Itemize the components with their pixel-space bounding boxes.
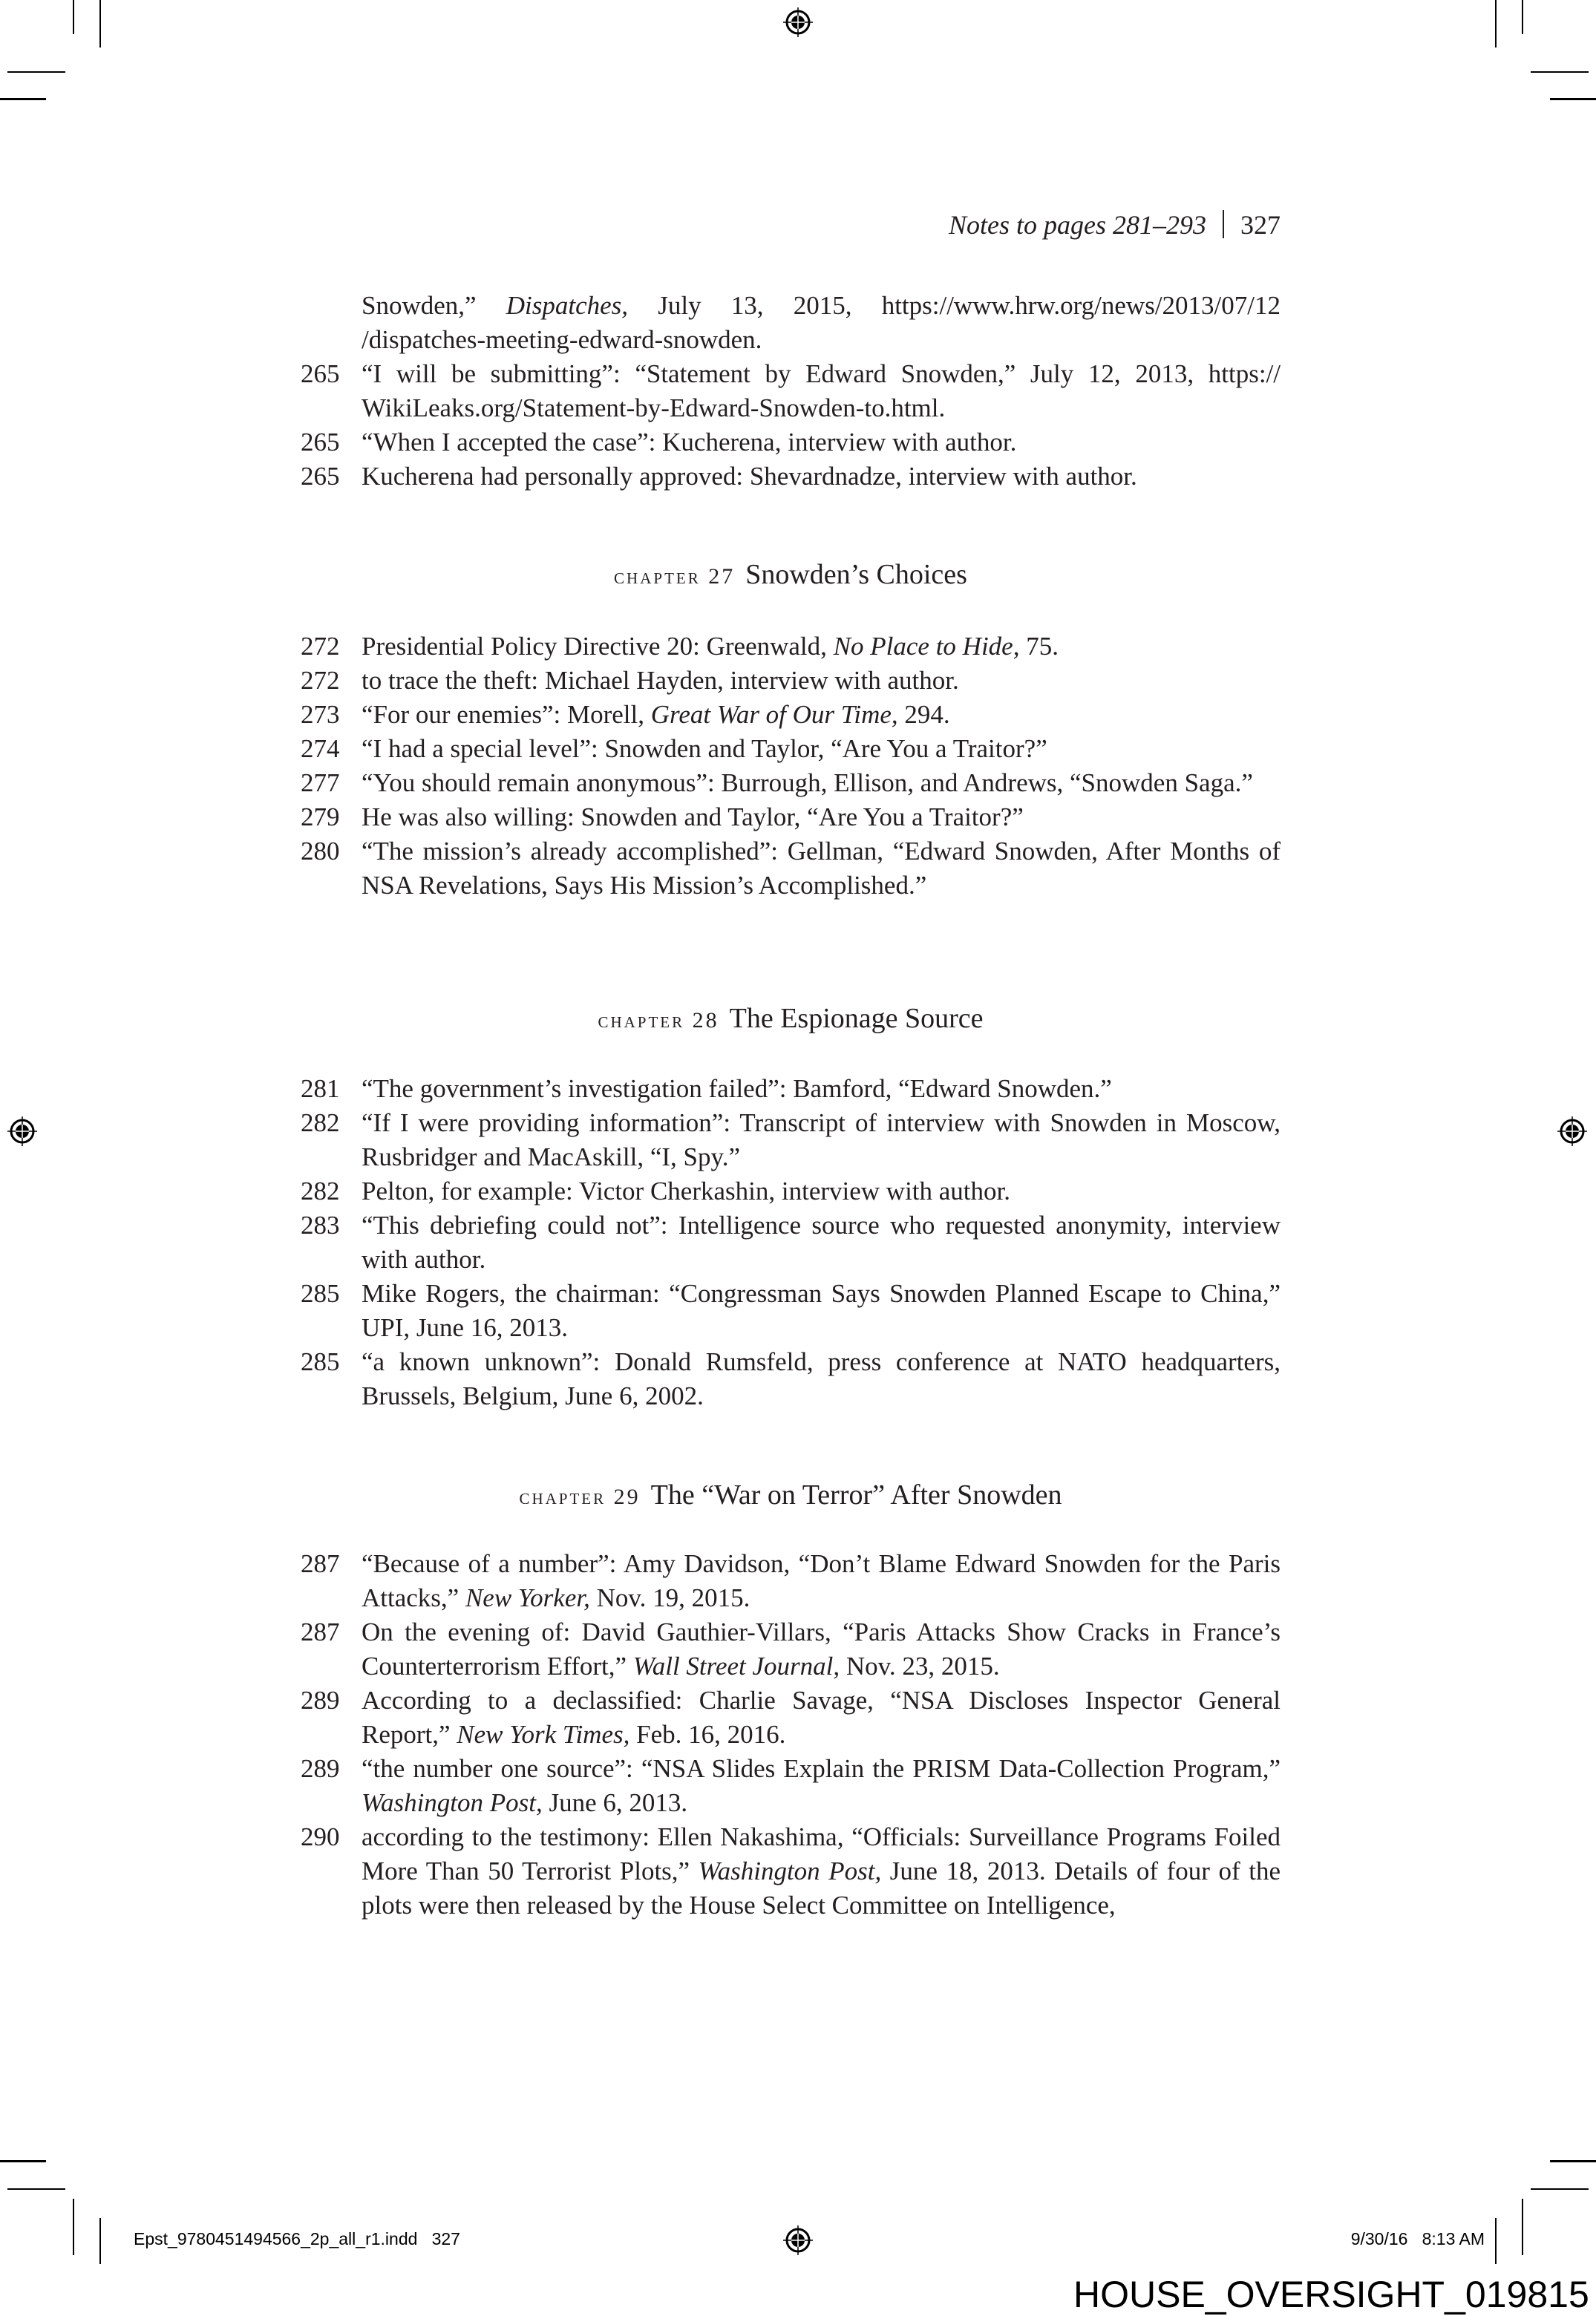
registration-mark-icon — [783, 2225, 813, 2255]
note-text: Feb. 16, 2016. — [629, 1720, 786, 1749]
crop-mark — [1495, 2218, 1497, 2264]
note-entry — [301, 1547, 1281, 1615]
note-entry — [301, 732, 1281, 766]
note-entry — [301, 800, 1281, 834]
note-entry — [301, 289, 1281, 357]
note-text: Snowden,” — [362, 291, 506, 320]
note-entry — [301, 1820, 1281, 1923]
note-page-number: 282 — [301, 1108, 340, 1137]
crop-mark — [1522, 0, 1523, 34]
note-title-italic: New York Times, — [457, 1720, 630, 1749]
note-page-number: 287 — [301, 1617, 340, 1646]
crop-mark — [1531, 71, 1589, 73]
note-text: On the evening of: David Gauthier-Villars, “Paris Attacks Show Cracks in France’s Counterterrorism Effort,” — [362, 1617, 1281, 1681]
chapter-label: chapter 28 — [598, 1008, 719, 1033]
note-text: “If I were providing information”: Transcript of interview with Snowden in Moscow, Rusbridger and MacAskill, “I, Spy.” — [362, 1108, 1281, 1171]
note-page-number: 281 — [301, 1074, 340, 1103]
header-divider — [1223, 210, 1224, 238]
note-title-italic: Dispatches, — [506, 291, 629, 320]
note-title-italic: No Place to Hide, — [833, 632, 1020, 661]
chapter-heading — [301, 1002, 1281, 1035]
crop-mark — [1522, 2199, 1523, 2255]
note-text: to trace the theft: Michael Hayden, interview with author. — [362, 666, 959, 695]
note-entry — [301, 425, 1281, 459]
note-page-number: 285 — [301, 1279, 340, 1308]
note-entry — [301, 1072, 1281, 1106]
note-text: “The mission’s already accomplished”: Gellman, “Edward Snowden, After Months of NSA Revelations, Says His Mission’s Accomplished.” — [362, 837, 1281, 900]
note-text: Kucherena had personally approved: Shevardnadze, interview with author. — [362, 462, 1137, 491]
running-title: Notes to pages 281–293 — [949, 210, 1206, 240]
note-entry — [301, 698, 1281, 732]
note-page-number: 272 — [301, 632, 340, 661]
registration-mark-icon — [1557, 1116, 1587, 1146]
note-page-number: 265 — [301, 428, 340, 457]
note-text: June 6, 2013. — [542, 1788, 688, 1817]
registration-mark-icon — [783, 7, 813, 37]
note-page-number: 285 — [301, 1347, 340, 1376]
note-text: “I had a special level”: Snowden and Taylor, “Are You a Traitor?” — [362, 734, 1047, 763]
note-text: “a known unknown”: Donald Rumsfeld, press conference at NATO headquarters, Brussels, Belgium, June 6, 2002. — [362, 1347, 1281, 1410]
note-text: He was also willing: Snowden and Taylor, “Are You a Traitor?” — [362, 802, 1024, 831]
note-text: June 18, 2013. Details of four of the plots were then released by the House Select Committee on Intelligence, — [362, 1857, 1281, 1920]
note-text: Nov. 23, 2015. — [840, 1652, 1000, 1681]
crop-mark — [7, 2188, 65, 2190]
crop-mark — [99, 0, 101, 48]
note-text: According to a declassified: Charlie Savage, “NSA Discloses Inspector General Report,” — [362, 1686, 1281, 1749]
note-title-italic: Washington Post, — [698, 1857, 882, 1885]
note-text: Mike Rogers, the chairman: “Congressman Says Snowden Planned Escape to China,” UPI, June 16, 2013. — [362, 1279, 1281, 1342]
continued-notes — [301, 289, 1281, 494]
note-entry — [301, 459, 1281, 494]
note-page-number: 289 — [301, 1754, 340, 1783]
file-slug: Epst_9780451494566_2p_all_r1.indd 327 — [134, 2229, 460, 2248]
note-entry — [301, 629, 1281, 664]
chapter-title: The Espionage Source — [729, 1003, 984, 1034]
note-page-number: 277 — [301, 768, 340, 797]
chapter-label: chapter 27 — [614, 564, 736, 589]
chapter-title: The “War on Terror” After Snowden — [650, 1479, 1062, 1511]
note-text: “For our enemies”: Morell, — [362, 700, 651, 729]
print-datetime: 9/30/16 8:13 AM — [1350, 2229, 1485, 2248]
crop-mark — [0, 2160, 46, 2162]
crop-mark — [1550, 2160, 1596, 2162]
note-text: July 13, 2015, https://www.hrw.org/news/2013/07/12 /dispatches-meeting-edward-snowden. — [362, 291, 1281, 354]
note-text: Pelton, for example: Victor Cherkashin, interview with author. — [362, 1177, 1011, 1206]
page-number: 327 — [1240, 210, 1281, 240]
note-title-italic: Wall Street Journal, — [632, 1652, 840, 1681]
note-entry — [301, 357, 1281, 425]
note-text: “I will be submitting”: “Statement by Edward Snowden,” July 12, 2013, https:// WikiLeaks.org/Statement-by-Edward-Snowden-to.html. — [362, 359, 1281, 422]
note-text: according to the testimony: Ellen Nakashima, “Officials: Surveillance Programs Foiled More Than 50 Terrorist Plots,” — [362, 1822, 1281, 1885]
crop-mark — [73, 0, 74, 34]
note-text: “When I accepted the case”: Kucherena, interview with author. — [362, 428, 1017, 457]
note-entry — [301, 1752, 1281, 1820]
note-page-number: 282 — [301, 1177, 340, 1206]
note-entry — [301, 1684, 1281, 1752]
note-text: “the number one source”: “NSA Slides Explain the PRISM Data-Collection Program,” — [362, 1754, 1281, 1783]
note-title-italic: New Yorker, — [465, 1583, 590, 1612]
note-text: Presidential Policy Directive 20: Greenwald, — [362, 632, 834, 661]
chapter-heading — [301, 558, 1281, 591]
registration-mark-icon — [7, 1116, 37, 1146]
note-page-number: 273 — [301, 700, 340, 729]
crop-mark — [7, 71, 65, 73]
note-text: “This debriefing could not”: Intelligence source who requested anonymity, interview with author. — [362, 1211, 1281, 1274]
chapter-label: chapter 29 — [519, 1485, 641, 1509]
note-text: “The government’s investigation failed”: Bamford, “Edward Snowden.” — [362, 1074, 1112, 1103]
note-text: Nov. 19, 2015. — [589, 1583, 750, 1612]
note-title-italic: Great War of Our Time, — [650, 700, 898, 729]
note-page-number: 265 — [301, 462, 340, 491]
crop-mark — [99, 2218, 101, 2264]
note-entry — [301, 1106, 1281, 1174]
chapter-notes — [301, 1072, 1281, 1413]
crop-mark — [1495, 0, 1497, 48]
note-text: “You should remain anonymous”: Burrough, Ellison, and Andrews, “Snowden Saga.” — [362, 768, 1253, 797]
note-title-italic: Washington Post, — [362, 1788, 543, 1817]
chapter-title: Snowden’s Choices — [745, 559, 967, 590]
note-entry — [301, 1345, 1281, 1413]
note-page-number: 290 — [301, 1822, 340, 1851]
crop-mark — [1531, 2188, 1589, 2190]
bates-stamp: HOUSE_OVERSIGHT_019815 — [1073, 2274, 1589, 2315]
note-entry — [301, 834, 1281, 903]
chapter-heading — [301, 1479, 1281, 1511]
note-page-number: 279 — [301, 802, 340, 831]
chapter-notes — [301, 629, 1281, 903]
chapter-notes — [301, 1547, 1281, 1923]
note-page-number: 283 — [301, 1211, 340, 1240]
note-page-number: 272 — [301, 666, 340, 695]
note-page-number: 287 — [301, 1549, 340, 1578]
note-page-number: 274 — [301, 734, 340, 763]
running-header — [949, 209, 1281, 241]
note-page-number: 289 — [301, 1686, 340, 1715]
note-entry — [301, 1277, 1281, 1345]
crop-mark — [73, 2199, 74, 2255]
note-page-number: 280 — [301, 837, 340, 866]
note-text: 75. — [1019, 632, 1059, 661]
crop-mark — [0, 98, 46, 100]
note-text: “Because of a number”: Amy Davidson, “Don’t Blame Edward Snowden for the Paris Attacks,” — [362, 1549, 1281, 1612]
note-entry — [301, 1615, 1281, 1684]
note-entry — [301, 1208, 1281, 1277]
note-entry — [301, 766, 1281, 800]
note-page-number: 265 — [301, 359, 340, 388]
note-entry — [301, 664, 1281, 698]
crop-mark — [1550, 98, 1596, 100]
note-entry — [301, 1174, 1281, 1208]
note-text: 294. — [897, 700, 950, 729]
